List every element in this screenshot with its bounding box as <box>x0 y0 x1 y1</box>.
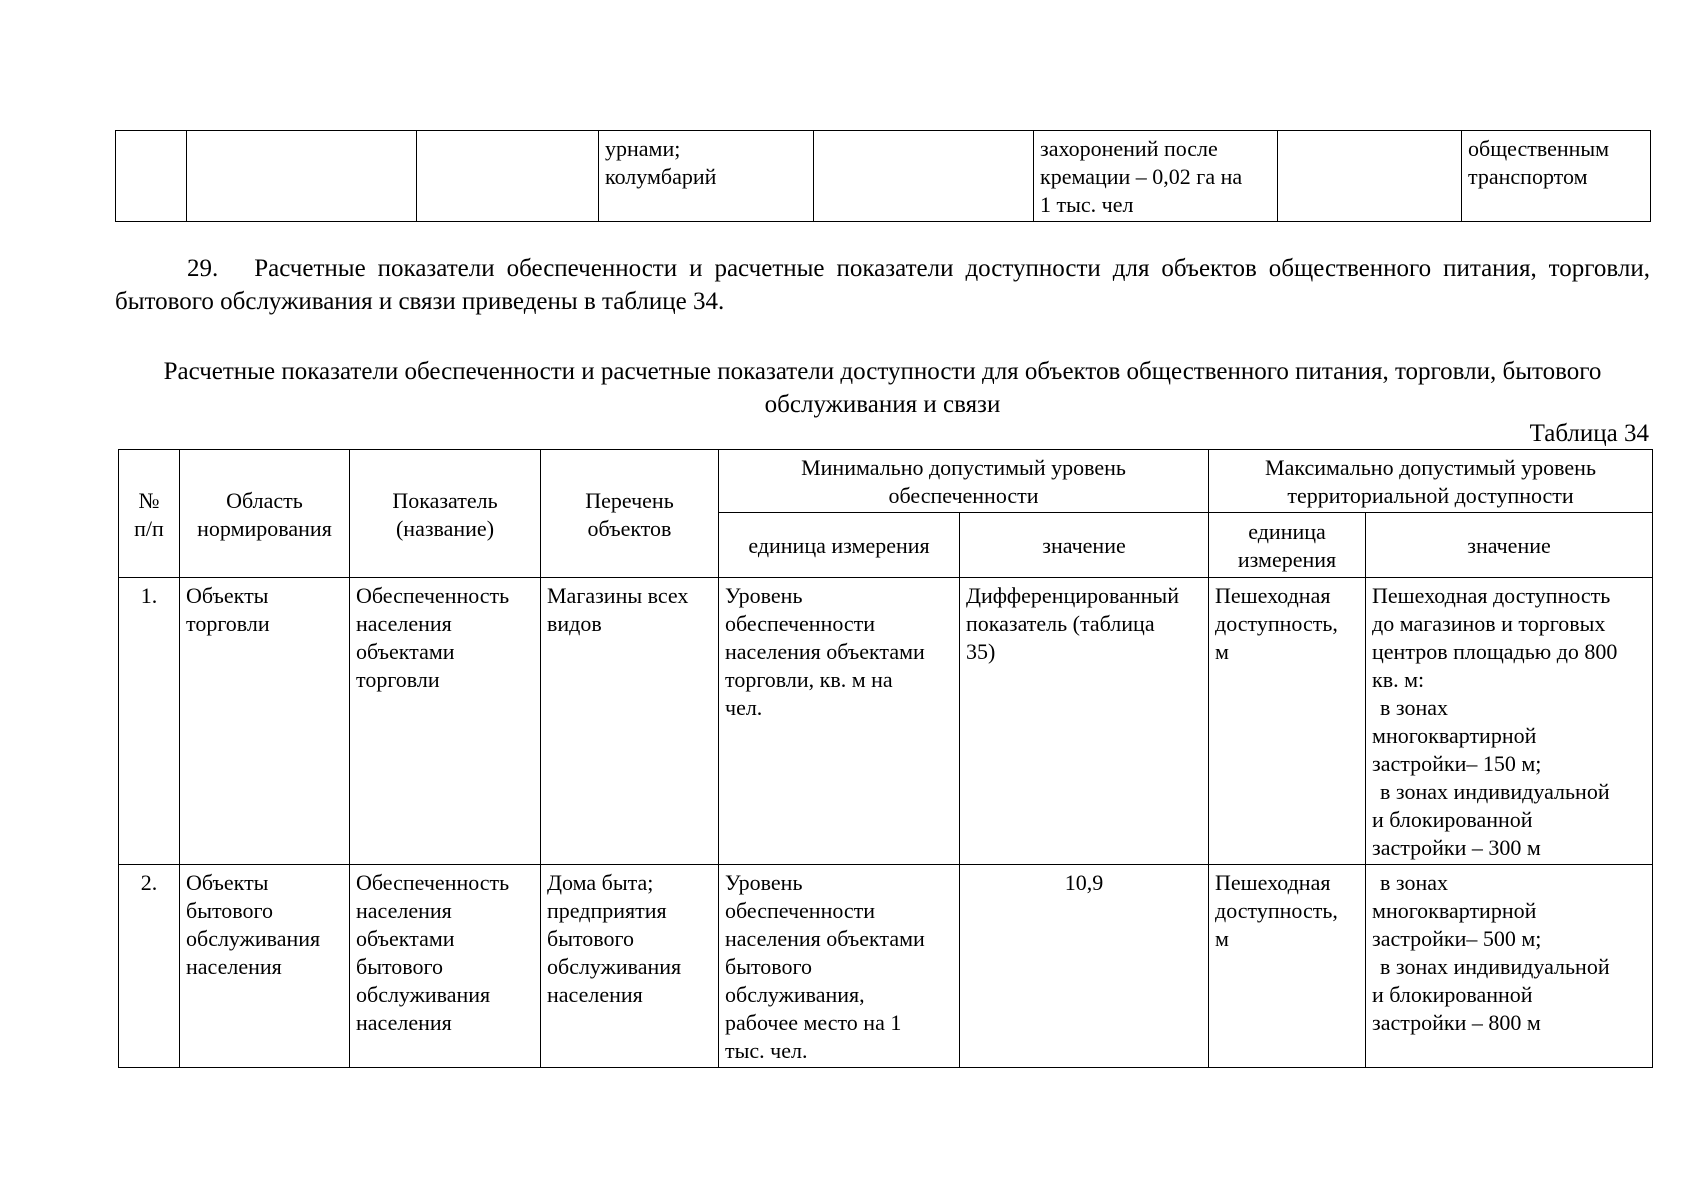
cell-line: Максимально допустимый уровень <box>1265 455 1596 480</box>
cell-line: обслуживания <box>547 954 682 979</box>
continuation-table <box>115 130 1651 222</box>
cell-line: № <box>138 487 160 513</box>
cell-line: (название) <box>395 515 495 541</box>
cell-line: рабочее место на 1 <box>725 1010 902 1035</box>
cell-line: торговли <box>356 667 440 692</box>
row-unit-2 <box>1209 578 1366 865</box>
table-cell <box>1462 131 1651 222</box>
cell-line: Пешеходная <box>1215 870 1331 895</box>
table-cell <box>814 131 1034 222</box>
cell-line: многоквартирной <box>1372 898 1537 923</box>
cell-line: Уровень <box>725 583 803 608</box>
cell-line: кремации – 0,02 га на <box>1040 164 1243 189</box>
cell-line: Дома быта; <box>547 870 654 895</box>
cell-line: обслуживания <box>186 926 321 951</box>
table-row <box>116 131 1651 222</box>
cell-line: населения <box>356 1010 452 1035</box>
cell-line: и блокированной <box>1372 982 1533 1007</box>
cell-line: п/п <box>134 515 164 541</box>
cell-line: видов <box>547 611 602 636</box>
cell-line: чел. <box>725 695 763 720</box>
cell-line: Обеспеченность <box>356 870 510 895</box>
table-34 <box>118 449 1653 1068</box>
paragraph-29: 29. Расчетные показатели обеспеченности и расчетные показатели доступности для объектов общественного питания, торговли, бытового обслуживания и связи приведены в таблице 34. <box>115 255 1650 315</box>
cell-line: застройки – 800 м <box>1372 1010 1541 1035</box>
cell-line: бытового <box>725 954 813 979</box>
row-value-2 <box>1366 865 1653 1068</box>
cell-line: нормирования <box>197 515 332 541</box>
cell-line: показатель (таблица <box>966 611 1155 636</box>
cell-line: застройки – 300 м <box>1372 835 1541 860</box>
row-indicator <box>350 578 541 865</box>
cell-line: 2. <box>140 870 158 895</box>
header-min-level <box>719 450 1209 513</box>
cell-line: застройки– 150 м; <box>1372 751 1542 776</box>
cell-line: Пешеходная доступность <box>1372 583 1611 608</box>
cell-line: Показатель <box>392 487 498 513</box>
cell-line: обеспеченности <box>725 898 876 923</box>
row-indicator <box>350 865 541 1068</box>
cell-line: Обеспеченность <box>356 583 510 608</box>
cell-line: Уровень <box>725 870 803 895</box>
cell-line: территориальной доступности <box>1287 483 1574 508</box>
header-objects <box>541 450 719 578</box>
cell-line: объектами <box>356 639 455 664</box>
cell-line: доступность, <box>1215 898 1338 923</box>
cell-line: общественным <box>1468 136 1610 161</box>
table-row <box>119 578 1653 865</box>
row-objects <box>541 578 719 865</box>
table-cell <box>599 131 814 222</box>
cell-line: Перечень <box>585 487 674 513</box>
cell-line: Пешеходная <box>1215 583 1331 608</box>
table-cell <box>1034 131 1278 222</box>
header-max-level <box>1209 450 1653 513</box>
table-row <box>119 865 1653 1068</box>
header-row <box>119 450 1653 513</box>
cell-line: торговли, кв. м на <box>725 667 893 692</box>
row-unit <box>719 578 960 865</box>
cell-line: захоронений после <box>1040 136 1218 161</box>
cell-line: 1. <box>140 583 158 608</box>
cell-line: Минимально допустимый уровень <box>801 455 1126 480</box>
cell-line: и блокированной <box>1372 807 1533 832</box>
header-value <box>960 513 1209 578</box>
row-num <box>119 865 180 1068</box>
table-caption: Расчетные показатели обеспеченности и расчетные показатели доступности для объектов общественного питания, торговли, бытового обслуживания и связи <box>163 358 1602 418</box>
row-area <box>180 865 350 1068</box>
cell-line: в зонах индивидуальной <box>1380 954 1610 979</box>
cell-line: объектов <box>587 515 672 541</box>
cell-line: 35) <box>966 639 996 664</box>
cell-line: бытового <box>356 954 444 979</box>
cell-line: центров площадью до 800 <box>1372 639 1618 664</box>
cell-line: Объекты <box>186 870 269 895</box>
header-value-2 <box>1366 513 1653 578</box>
cell-line: доступность, <box>1215 611 1338 636</box>
row-objects <box>541 865 719 1068</box>
cell-line: транспортом <box>1468 164 1588 189</box>
cell-line: торговли <box>186 611 270 636</box>
table-cell <box>116 131 187 222</box>
cell-line: значение <box>1042 533 1126 558</box>
cell-line: предприятия <box>547 898 667 923</box>
table-number: Таблица 34 <box>1529 420 1649 447</box>
cell-line: обеспеченности <box>888 483 1039 508</box>
cell-line: м <box>1215 926 1229 951</box>
row-value <box>960 578 1209 865</box>
cell-line: застройки– 500 м; <box>1372 926 1542 951</box>
cell-line: единица измерения <box>748 533 930 558</box>
cell-line: Дифференцированный <box>966 583 1179 608</box>
cell-line: измерения <box>1237 547 1337 572</box>
cell-line: населения объектами <box>725 639 925 664</box>
row-area <box>180 578 350 865</box>
header-indicator <box>350 450 541 578</box>
cell-line: до магазинов и торговых <box>1372 611 1606 636</box>
cell-line: Область <box>226 487 303 513</box>
cell-line: многоквартирной <box>1372 723 1537 748</box>
cell-line: 1 тыс. чел <box>1040 192 1134 217</box>
cell-line: 10,9 <box>1064 870 1104 895</box>
table-cell <box>187 131 417 222</box>
cell-line: бытового <box>186 898 274 923</box>
cell-line: обеспеченности <box>725 611 876 636</box>
cell-line: в зонах индивидуальной <box>1380 779 1610 804</box>
table-cell <box>1278 131 1462 222</box>
cell-line: единица <box>1248 519 1326 544</box>
cell-line: в зонах <box>1380 870 1449 895</box>
cell-line: населения <box>356 611 452 636</box>
row-unit-2 <box>1209 865 1366 1068</box>
cell-line: урнами; <box>605 136 681 161</box>
cell-line: значение <box>1467 533 1551 558</box>
row-unit <box>719 865 960 1068</box>
header-unit <box>719 513 960 578</box>
cell-line: населения <box>356 898 452 923</box>
header-area <box>180 450 350 578</box>
cell-line: населения <box>186 954 282 979</box>
cell-line: обслуживания, <box>725 982 865 1007</box>
cell-line: кв. м: <box>1372 667 1425 692</box>
cell-line: Магазины всех <box>547 583 689 608</box>
cell-line: колумбарий <box>605 164 717 189</box>
cell-line: бытового <box>547 926 635 951</box>
header-unit-2 <box>1209 513 1366 578</box>
cell-line: населения <box>547 982 643 1007</box>
row-num <box>119 578 180 865</box>
cell-line: Объекты <box>186 583 269 608</box>
header-num <box>119 450 180 578</box>
row-value-2 <box>1366 578 1653 865</box>
cell-line: объектами <box>356 926 455 951</box>
table-cell <box>417 131 599 222</box>
cell-line: населения объектами <box>725 926 925 951</box>
cell-line: м <box>1215 639 1229 664</box>
cell-line: тыс. чел. <box>725 1038 808 1063</box>
cell-line: обслуживания <box>356 982 491 1007</box>
row-value <box>960 865 1209 1068</box>
cell-line: в зонах <box>1380 695 1449 720</box>
